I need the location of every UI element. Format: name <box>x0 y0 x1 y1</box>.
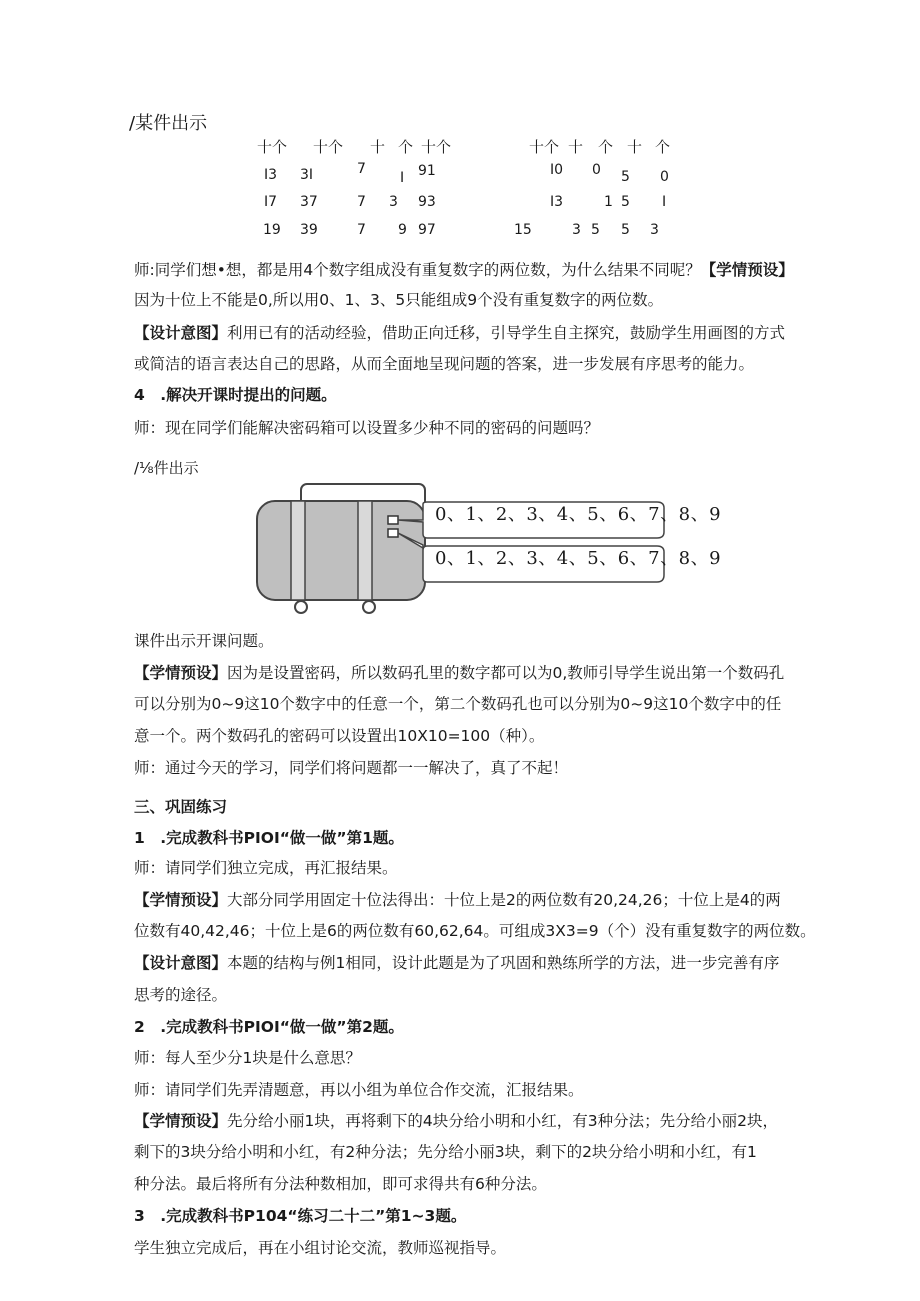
text-line <box>134 953 796 973</box>
text-run: 师:同学们想•想，都是用4个数字组成没有重复数字的两位数，为什么结果不同呢？ <box>134 261 701 279</box>
text-run: 因为是设置密码，所以数码孔里的数字都可以为0,教师引导学生说出第一个数码孔 <box>227 664 785 682</box>
text-run: 利用已有的活动经验，借助正向迁移，引导学生自主探究，鼓励学生用画图的方式 <box>227 324 786 342</box>
table-cell: I <box>662 194 667 210</box>
table-cell: 9 <box>398 222 407 238</box>
table-cell: 93 <box>418 194 436 210</box>
table-cell: 0 <box>660 169 669 185</box>
table-header-cell: 十个 <box>257 138 288 156</box>
table-cell: 37 <box>300 194 318 210</box>
text-line <box>134 323 796 343</box>
table-header-cell: 十个 <box>529 138 560 156</box>
text-line: 师：请同学们先弄清题意，再以小组为单位合作交流，汇报结果。 <box>134 1081 584 1099</box>
suitcase-strap <box>358 501 372 600</box>
text-line <box>134 1111 796 1131</box>
text-line: 思考的途径。 <box>134 986 228 1004</box>
tag-label: 【学情预设】 <box>700 261 794 279</box>
text-line <box>134 663 796 683</box>
table-cell: I3 <box>264 167 278 183</box>
text-run: 本题的结构与例1相同，设计此题是为了巩固和熟练所学的方法，进一步完善有序 <box>227 954 780 972</box>
table-cell: 91 <box>418 163 436 179</box>
table-cell: 3 <box>572 222 581 238</box>
table-header-cell: 十 <box>370 138 386 156</box>
text-run: 大部分同学用固定十位法得出：十位上是2的两位数有20,24,26；十位上是4的两 <box>227 891 781 909</box>
table-header-cell: 十 <box>568 138 584 156</box>
table-header-cell: 十 <box>627 138 643 156</box>
table-cell: 5 <box>621 194 630 210</box>
table-cell: 5 <box>591 222 600 238</box>
table-cell: 3I <box>300 167 314 183</box>
table-cell: 0 <box>592 162 601 178</box>
text-line: 意一个。两个数码孔的密码可以设置出10X10=100（种）。 <box>134 727 545 745</box>
table-cell: I3 <box>550 194 564 210</box>
tag-label: 【学情预设】 <box>134 891 228 909</box>
slide-caption-2: /⅛件出示 <box>134 459 199 477</box>
slide-caption-1: /某件出示 <box>129 113 208 134</box>
suitcase-strap <box>291 501 305 600</box>
tag-label: 【设计意图】 <box>134 324 228 342</box>
text-line: 师：每人至少分1块是什么意思？ <box>134 1049 361 1067</box>
text-line: 或简洁的语言表达自己的思路，从而全面地呈现问题的答案，进一步发展有序思考的能力。 <box>134 355 755 373</box>
table-cell: I0 <box>550 162 564 178</box>
tag-label: 【学情预设】 <box>134 664 228 682</box>
text-line: 课件出示开课问题。 <box>134 632 274 650</box>
suitcase-body <box>257 501 425 600</box>
table-cell: 39 <box>300 222 318 238</box>
text-line: 学生独立完成后，再在小组讨论交流，教师巡视指导。 <box>134 1239 507 1257</box>
table-cell: 15 <box>514 222 532 238</box>
keypad-digits-1: 0、1、2、3、4、5、6、7、8、9 <box>435 504 722 525</box>
table-cell: 3 <box>389 194 398 210</box>
table-cell: 7 <box>357 222 366 238</box>
text-line <box>134 260 796 280</box>
table-cell: 5 <box>621 222 630 238</box>
table-header-cell: 十个 <box>421 138 452 156</box>
text-line: 位数有40,42,46；十位上是6的两位数有60,62,64。可组成3X3=9（个）没有重复数字的两位数。 <box>134 922 816 940</box>
table-cell: 5 <box>621 169 630 185</box>
text-line: 剩下的3块分给小明和小红，有2种分法；先分给小丽3块，剩下的2块分给小明和小红，有1 <box>134 1143 757 1161</box>
text-line: 师：请同学们独立完成，再汇报结果。 <box>134 859 398 877</box>
suitcase-wheel <box>295 601 307 613</box>
text-run: 先分给小丽1块，再将剩下的4块分给小明和小红，有3种分法；先分给小丽2块， <box>227 1112 778 1130</box>
code-slot-1 <box>388 516 398 524</box>
section-heading: 1 .完成教科书PIOI“做一做”第1题。 <box>134 829 404 847</box>
suitcase-wheel <box>363 601 375 613</box>
text-line: 可以分别为0~9这10个数字中的任意一个，第二个数码孔也可以分别为0~9这10个数字中的任 <box>134 695 782 713</box>
text-line: 种分法。最后将所有分法种数相加，即可求得共有6种分法。 <box>134 1175 547 1193</box>
keypad-digits-2: 0、1、2、3、4、5、6、7、8、9 <box>435 548 722 569</box>
text-line: 师：现在同学们能解决密码箱可以设置多少种不同的密码的问题吗？ <box>134 419 600 437</box>
table-cell: 3 <box>650 222 659 238</box>
table-header-cell: 个 <box>398 138 414 156</box>
table-cell: 1 <box>604 194 613 210</box>
text-line: 因为十位上不能是0,所以用0、1、3、5只能组成9个没有重复数字的两位数。 <box>134 291 664 309</box>
tag-label: 【设计意图】 <box>134 954 228 972</box>
table-header-cell: 十个 <box>313 138 344 156</box>
table-cell: 7 <box>357 194 366 210</box>
section-heading: 4 .解决开课时提出的问题。 <box>134 386 337 404</box>
table-cell: 19 <box>263 222 281 238</box>
code-slot-2 <box>388 529 398 537</box>
section-heading: 三、巩固练习 <box>134 798 228 816</box>
text-line: 师：通过今天的学习，同学们将问题都一一解决了，真了不起！ <box>134 759 569 777</box>
table-cell: I <box>400 170 405 186</box>
section-heading: 3 .完成教科书P104“练习二十二”第1~3题。 <box>134 1207 467 1225</box>
text-line <box>134 890 796 910</box>
table-cell: 97 <box>418 222 436 238</box>
tag-label: 【学情预设】 <box>134 1112 228 1130</box>
table-header-cell: 个 <box>655 138 671 156</box>
section-heading: 2 .完成教科书PIOI“做一做”第2题。 <box>134 1018 404 1036</box>
table-cell: 7 <box>357 161 366 177</box>
table-cell: I7 <box>264 194 278 210</box>
table-header-cell: 个 <box>598 138 614 156</box>
